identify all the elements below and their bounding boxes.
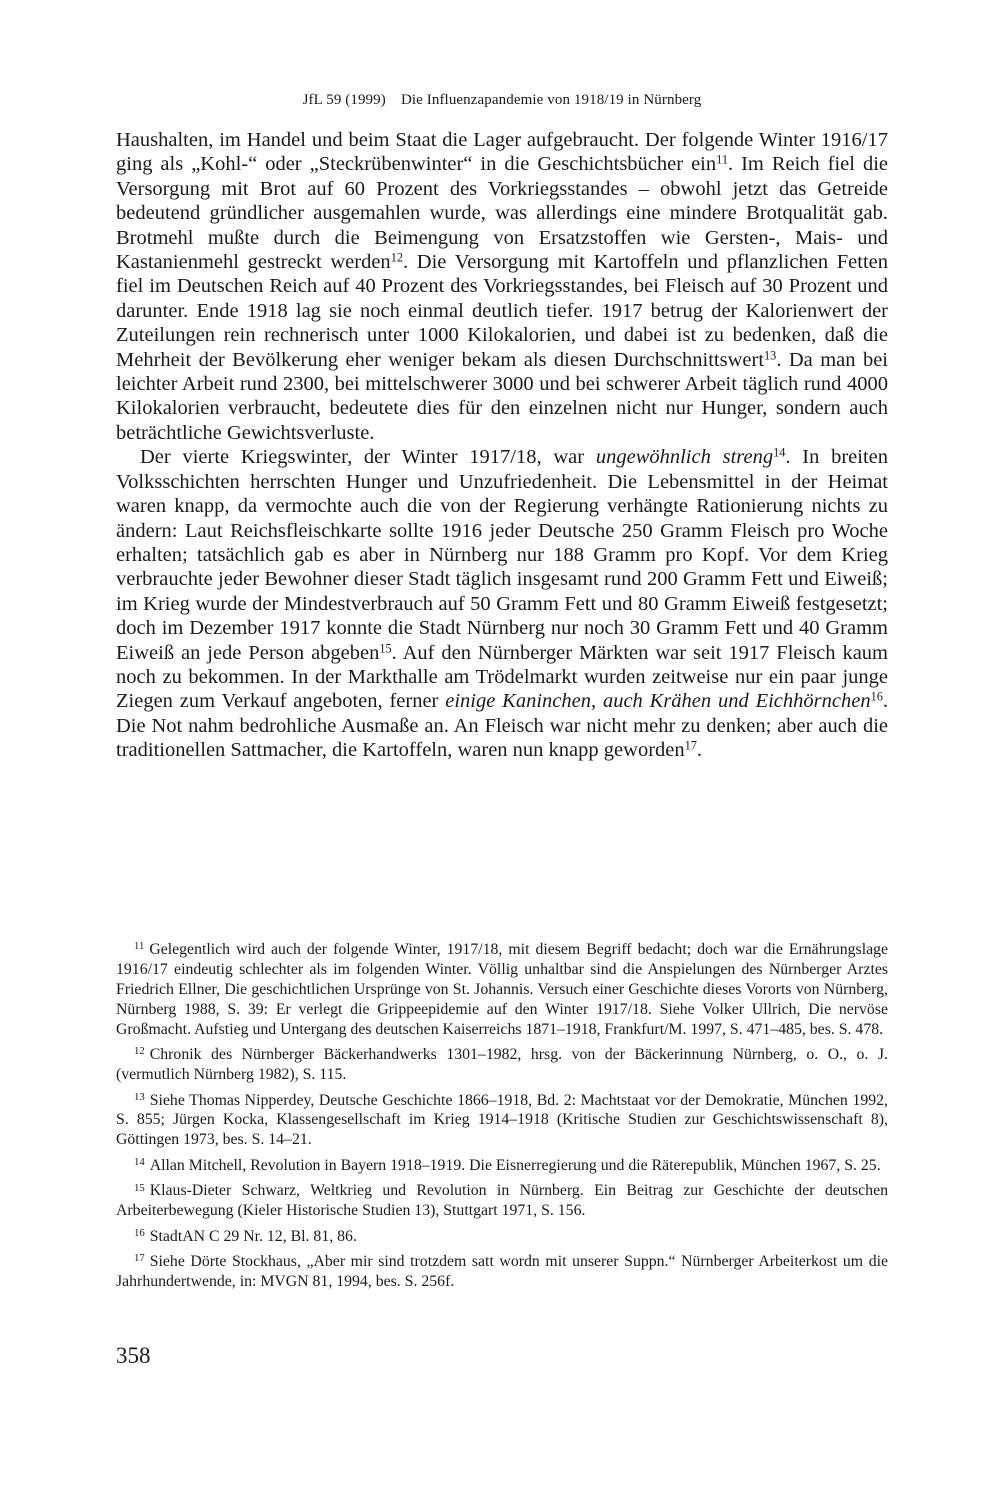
text-run: . Da man bei leichter Arbeit rund 2300, bei mittelschwerer 3000 und bei schwerer Arbeit täglich rund 4000 Kilokalorien verbraucht, bedeutete dies für den einzelnen nicht nur Hunger, sondern auch beträchtliche Gewichtsverluste. (116, 348, 888, 444)
footnote-text: Gelegentlich wird auch der folgende Winter, 1917/18, mit diesem Begriff bedacht; doch war die Ernährungslage 1916/17 eindeutig schlechter als im folgenden Winter. Völlig unhaltbar sind die Anspielungen des Nürnberger Arztes Friedrich Ellner, Die geschichtlichen Ursprünge von St. Johannis. Versuch einer Geschichte dieses Vororts von Nürnberg, Nürnberg 1988, S. 39: Er verlegt die Grippeepidemie auf den Winter 1917/18. Siehe Volker Ullrich, Die nervöse Großmacht. Aufstieg und Untergang des deutschen Kaiserreichs 1871–1918, Frankfurt/M. 1997, S. 471–485, bes. S. 478. (116, 941, 888, 1038)
page-number: 358 (116, 1343, 151, 1368)
text-run: . Im Reich fiel die Versorgung mit Brot auf 60 Prozent des Vorkriegsstandes – obwohl jetzt das Getreide bedeutend gründlicher ausgemahlen wurde, was allerdings eine mindere Brotqualität gab. Brotmehl mußte durch die Beimengung von Ersatzstoffen wie Gersten-, Mais- und Kastanienmehl gestreckt werden (116, 153, 888, 274)
footnote-14 (116, 1156, 888, 1176)
footnote-ref-12: 12 (390, 250, 403, 265)
text-run: Der vierte Kriegswinter, der Winter 1917/18, war (140, 446, 596, 469)
footnote-ref-13: 13 (764, 347, 777, 362)
footnote-number: 16 (134, 1226, 145, 1239)
footnotes (116, 940, 888, 1298)
footnote-12 (116, 1045, 888, 1085)
footnote-13 (116, 1091, 888, 1151)
footnote-text: StadtAN C 29 Nr. 12, Bl. 81, 86. (149, 1227, 357, 1245)
footnote-text: Siehe Dörte Stockhaus, „Aber mir sind trotzdem satt wordn mit unserer Suppn.“ Nürnberger Arbeiterkost um die Jahrhundertwende, in: MVGN 81, 1994, bes. S. 256f. (116, 1253, 888, 1291)
footnote-number: 11 (134, 940, 145, 953)
text-run: . Auf den Nürnberger Märkten war seit 1917 Fleisch kaum noch zu bekommen. In der Markthalle am Trödelmarkt wurden zeitweise nur ein paar junge Ziegen zum Verkauf angeboten, ferner (116, 641, 888, 713)
footnote-ref-11: 11 (716, 152, 728, 167)
paragraph-1 (116, 128, 888, 445)
footnote-text: Klaus-Dieter Schwarz, Weltkrieg und Revolution in Nürnberg. Ein Beitrag zur Geschichte der deutschen Arbeiterbewegung (Kieler Historische Studien 13), Stuttgart 1971, S. 156. (116, 1182, 888, 1220)
paragraph-2 (116, 445, 888, 762)
text-run: . Die Versorgung mit Kartoffeln und pflanzlichen Fetten fiel im Deutschen Reich auf 40 Prozent des Vorkriegsstandes, bei Fleisch auf 30 Prozent und darunter. Ende 1918 lag sie noch einmal deutlich tiefer. 1917 betrug der Kalorienwert der Zuteilungen rein rechnerisch unter 1000 Kilokalorien, und dabei ist zu bedenken, daß die Mehrheit der Bevölkerung eher weniger bekam als diesen Durchschnittswert (116, 251, 889, 371)
footnote-ref-14: 14 (773, 445, 786, 460)
footnote-ref-15: 15 (379, 640, 392, 655)
body-text (116, 128, 888, 763)
text-run: . Die Not nahm bedrohliche Ausmaße an. An Fleisch war nicht mehr zu denken; aber auch die traditionellen Sattmacher, die Kartoffeln, waren nun knapp geworden (116, 690, 888, 762)
footnote-number: 14 (134, 1156, 145, 1169)
footnote-number: 12 (134, 1045, 145, 1058)
footnote-17 (116, 1252, 888, 1292)
footnote-number: 17 (134, 1252, 145, 1265)
footnote-text: Siehe Thomas Nipperdey, Deutsche Geschichte 1866–1918, Bd. 2: Machtstaat vor der Demokratie, München 1992, S. 855; Jürgen Kocka, Klassengesellschaft im Krieg 1914–1918 (Kritische Studien zur Geschichtswissenschaft 8), Göttingen 1973, bes. S. 14–21. (116, 1091, 888, 1149)
footnote-text: Allan Mitchell, Revolution in Bayern 1918–1919. Die Eisnerregierung und die Räterepublik, München 1967, S. 25. (149, 1156, 881, 1174)
italic-quote: einige Kaninchen, auch Krähen und Eichhörnchen (445, 690, 871, 713)
text-run: . In breiten Volksschichten herrschten Hunger und Unzufriedenheit. Die Lebensmittel in der Heimat waren knapp, da vermochte auch die von der Regierung verhängte Rationierung nichts zu ändern: Laut Reichsfleischkarte sollte 1916 jeder Deutsche 250 Gramm Fleisch pro Woche erhalten; tatsächlich gab es aber in Nürnberg nur 188 Gramm pro Kopf. Vor dem Krieg verbrauchte jeder Bewohner dieser Stadt täglich insgesamt rund 200 Gramm Fett und Eiweiß; im Krieg wurde der Mindestverbrauch auf 50 Gramm Fett und 80 Gramm Eiweiß festgesetzt; doch im Dezember 1917 konnte die Stadt Nürnberg nur noch 30 Gramm Fett und 40 Gramm Eiweiß an jede Person abgeben (116, 446, 888, 664)
footnote-text: Chronik des Nürnberger Bäckerhandwerks 1301–1982, hrsg. von der Bäckerinnung Nürnberg, o. O., o. J. (vermutlich Nürnberg 1982), S. 115. (116, 1046, 888, 1084)
footnote-16 (116, 1227, 888, 1247)
footnote-15 (116, 1181, 888, 1221)
text-run: Haushalten, im Handel und beim Staat die Lager aufgebraucht. Der folgende Winter 1916/17 ging als „Kohl-“ oder „Steckrübenwinter“ in die Geschichtsbücher ein (116, 129, 888, 176)
running-head: JfL 59 (1999) Die Influenzapandemie von 1918/19 in Nürnberg (302, 92, 702, 108)
footnote-number: 13 (134, 1090, 145, 1103)
footnote-number: 15 (134, 1181, 145, 1194)
footnote-11 (116, 940, 888, 1040)
footnote-ref-17: 17 (684, 738, 697, 753)
footnote-ref-16: 16 (870, 689, 883, 704)
text-run: . (696, 739, 703, 762)
italic-quote: ungewöhnlich streng (595, 446, 774, 469)
